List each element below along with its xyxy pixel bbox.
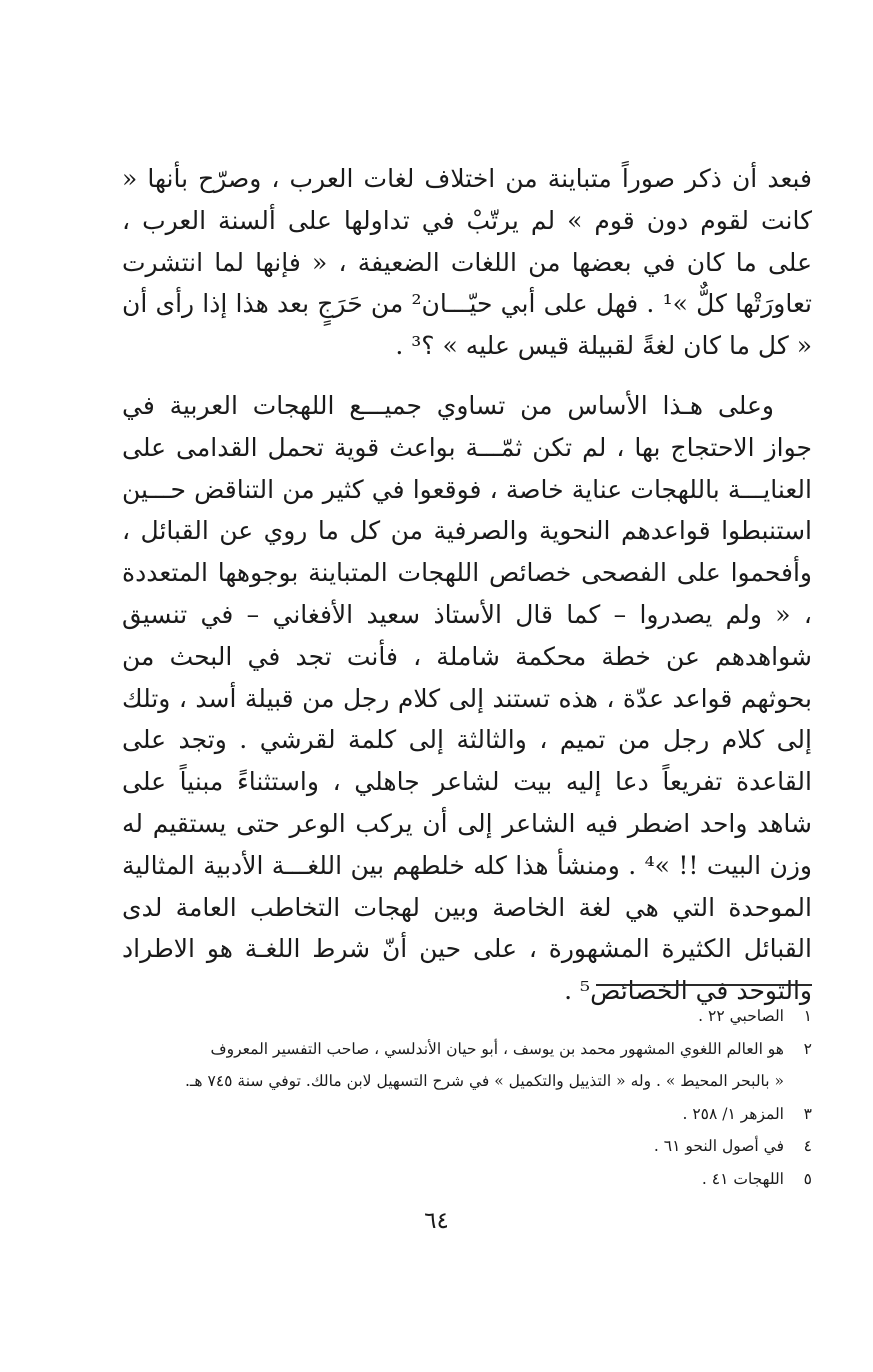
paragraph-1: فبعد أن ذكر صوراً متباينة من اختلاف لغات العرب ، وصرّح بأنها « كانت لقوم دون قوم » لم يرتّبْ في تداولها على ألسنة العرب ، على ما كان في بعضها من اللغات الضعيفة ، « فإنها لما انتشرت تعاورَتْها كلٌّ »¹ . فهل على أبي حيّـــان² من حَرَجٍ بعد هذا إذا رأى أن « كل ما كان لغةً لقبيلة قيس عليه » ؟³ . <box>122 164 812 361</box>
footnote-text: المزهر ١/ ٢٥٨ . <box>682 1104 784 1123</box>
footnote-number: ٥ <box>803 1169 812 1188</box>
footnote-text: اللهجات ٤١ . <box>701 1169 784 1188</box>
footnote-1 <box>110 1000 812 1033</box>
main-text <box>122 158 812 1012</box>
page-number: ٦٤ <box>424 1208 449 1234</box>
paragraph-2: وعلى هـذا الأساس من تساوي جميـــع اللهجات العربية في جواز الاحتجاج بها ، لم تكن ثمّـــة بواعث قوية تحمل القدامى على العنايـــة باللهجات عناية خاصة ، فوقعوا في كثير من التناقض حـــين استنبطوا قواعدهم النحوية والصرفية من كل ما روي عن القبائل ، وأفحموا على الفصحى خصائص اللهجات المتباينة بوجوهها المتعددة ، « ولم يصدروا – كما قال الأستاذ سعيد الأفغاني – في تنسيق شواهدهم عن خطة محكمة شاملة ، فأنت تجد في البحث من بحوثهم قواعد عدّة ، هذه تستند إلى كلام رجل من قبيلة أسد ، وتلك إلى كلام رجل من تميم ، والثالثة إلى كلمة لقرشي . وتجد على القاعدة تفريعاً دعا إليه بيت لشاعر جاهلي ، واستثناءً مبنياً على شاهد واحد اضطر فيه الشاعر إلى أن يركب الوعر حتى يستقيم له وزن البيت !! »⁴ . ومنشأ هذا كله خلطهم بين اللغـــة الأدبية المثالية الموحدة التي هي لغة الخاصة وبين لهجات التخاطب العامة لدى القبائل الكثيرة المشهورة ، على حين أنّ شرط اللغـة هو الاطراد والتوحد في الخصائص⁵ . <box>122 390 813 1006</box>
footnote-text: هو العالم اللغوي المشهور محمد بن يوسف ، أبو حيان الأندلسي ، صاحب التفسير المعروف <box>210 1039 784 1058</box>
footnote-3 <box>110 1098 812 1131</box>
footnote-2-continued <box>110 1065 812 1098</box>
footnote-number: ٣ <box>803 1104 812 1123</box>
footnote-5 <box>110 1163 812 1196</box>
footnote-2 <box>110 1033 812 1066</box>
footnote-divider <box>596 984 812 986</box>
footnote-number: ١ <box>803 1007 812 1025</box>
footnote-number: ٤ <box>803 1137 812 1156</box>
footnote-number: ٢ <box>803 1039 812 1058</box>
footnote-text: الصاحبي ٢٢ . <box>698 1007 784 1025</box>
footnote-text: « بالبحر المحيط » . وله « التذييل والتكميل » في شرح التسهيل لابن مالك. توفي سنة ٧٤٥ هـ. <box>184 1072 784 1091</box>
footnote-4 <box>110 1130 812 1163</box>
footnotes <box>110 1000 812 1196</box>
footnote-text: في أصول النحو ٦١ . <box>653 1137 784 1156</box>
